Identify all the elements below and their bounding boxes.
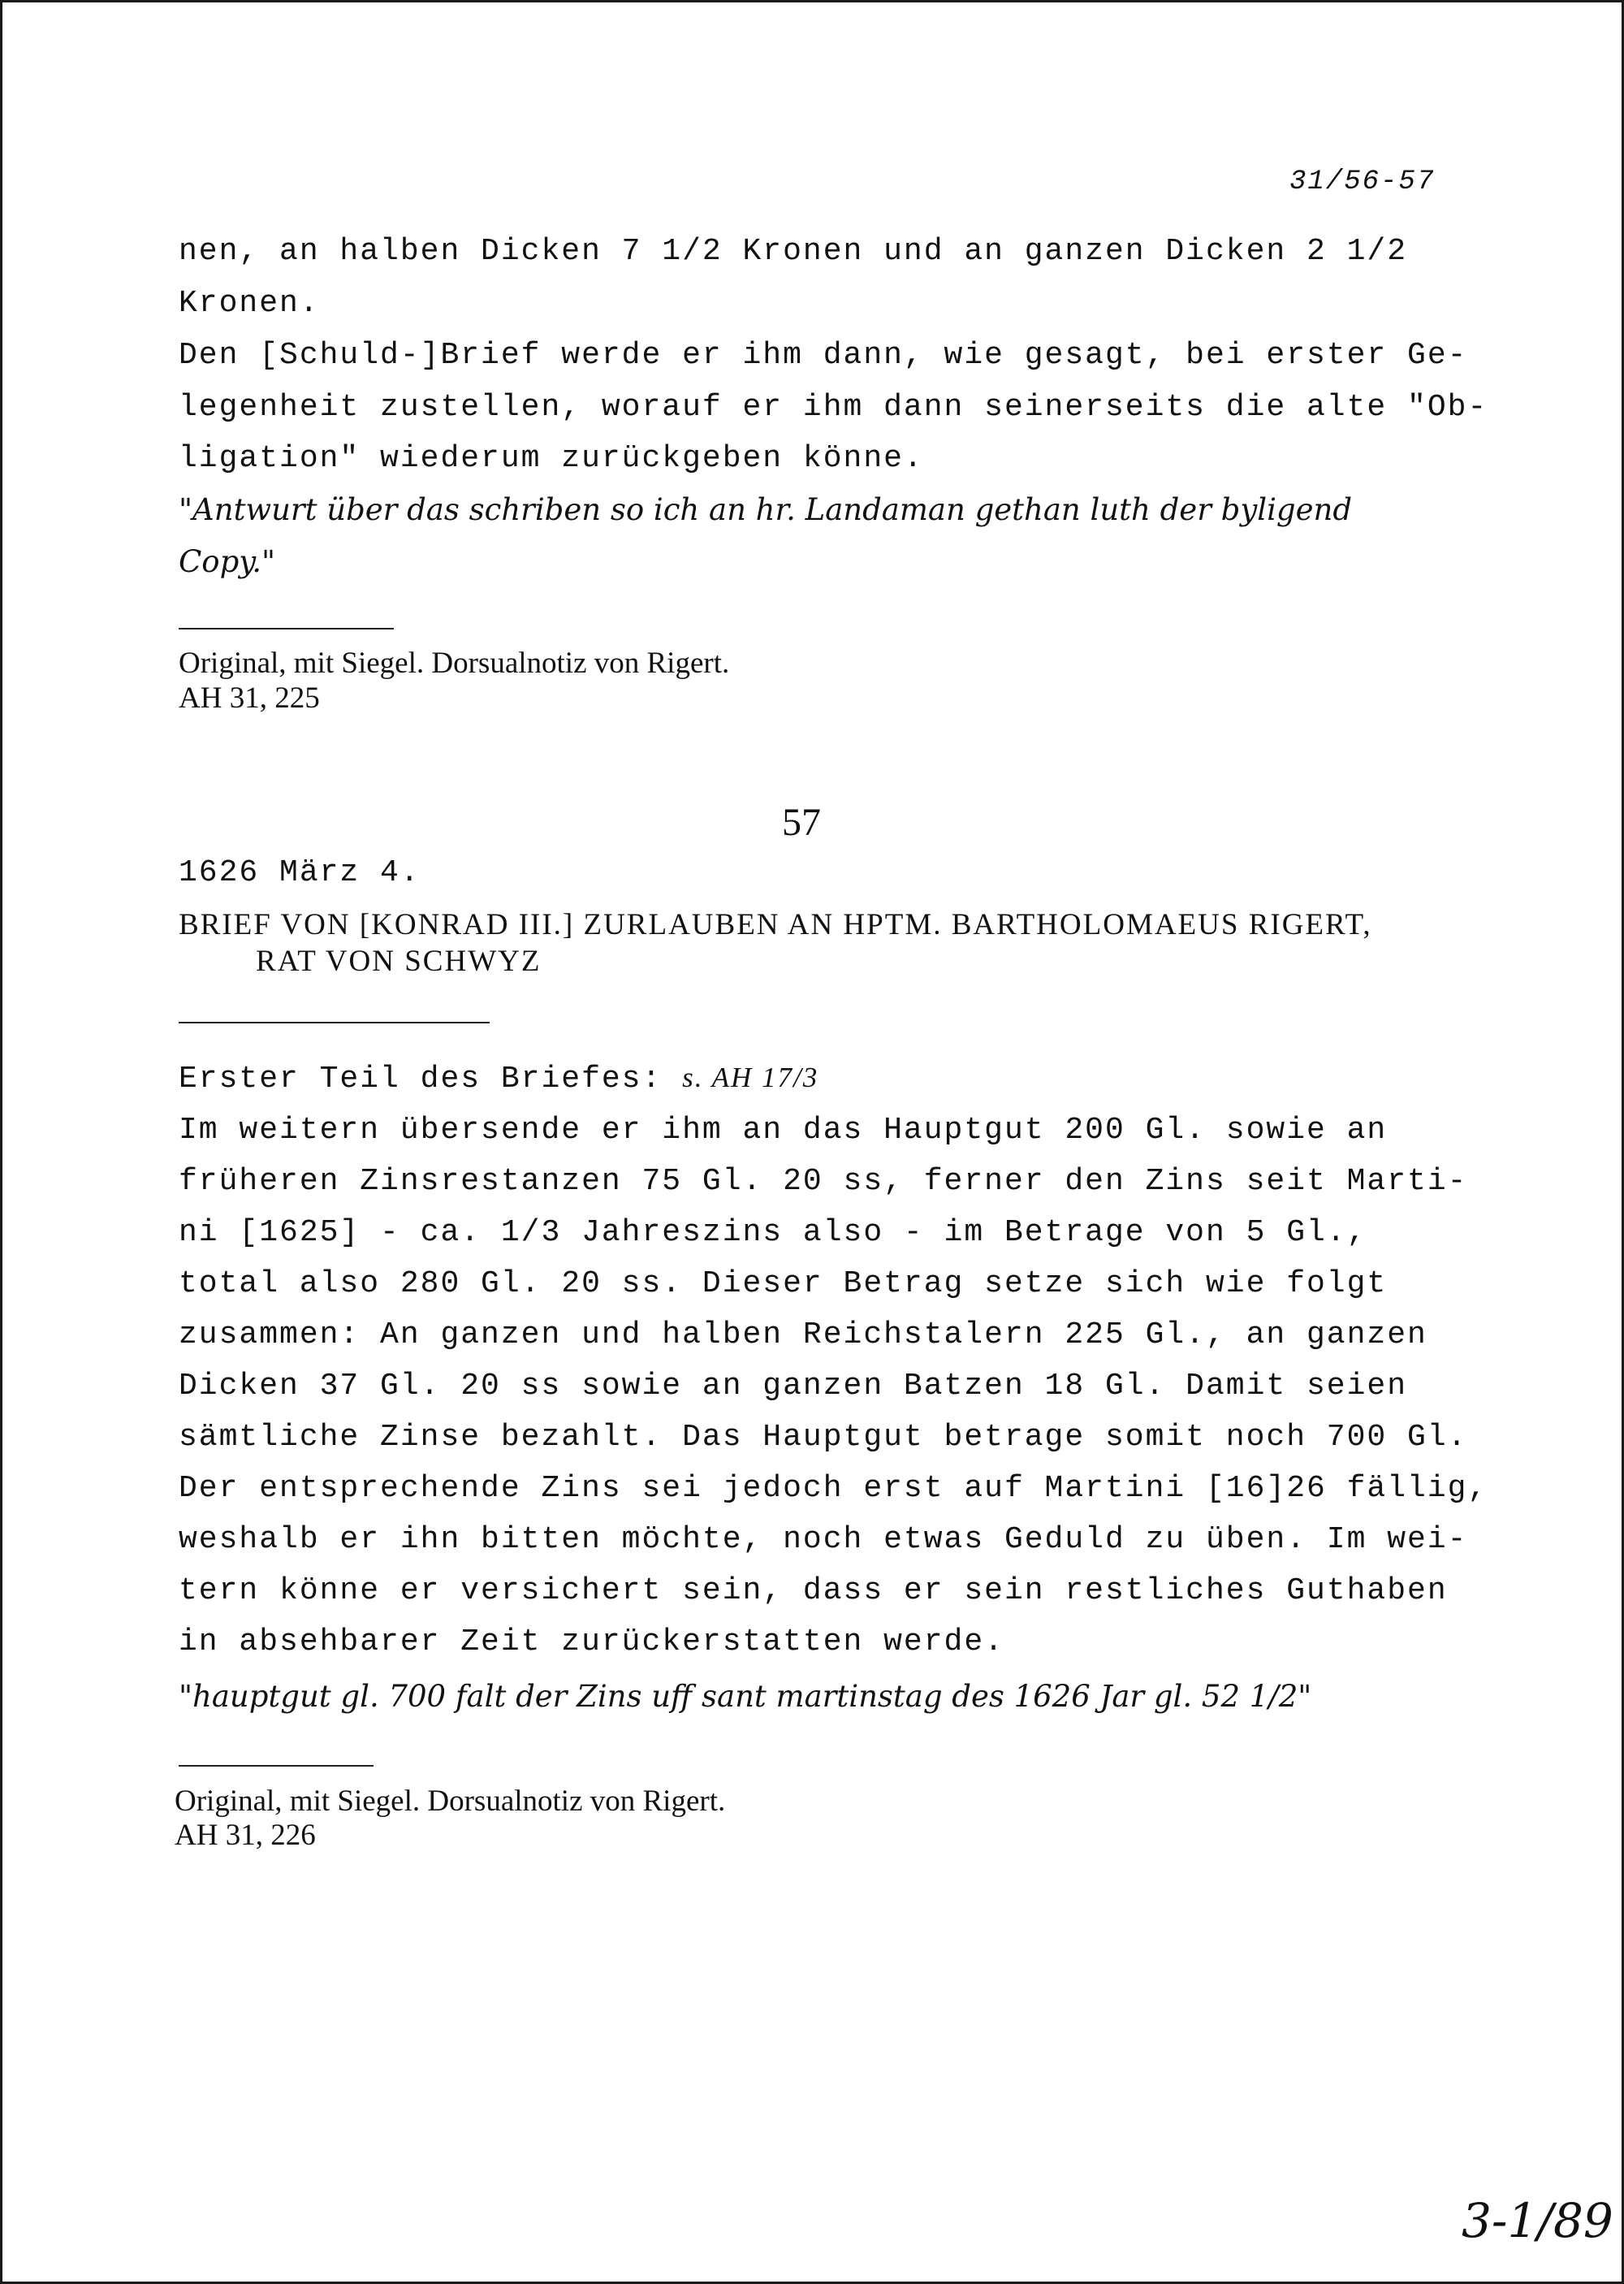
entry56-source-note: Original, mit Siegel. Dorsualnotiz von Rigert. — [179, 647, 730, 680]
entry56-line-5: ligation" wiederum zurückgeben könne. — [179, 441, 924, 476]
entry56-line-2: Kronen. — [179, 286, 320, 321]
entry57-line-9: weshalb er ihn bitten möchte, noch etwas Geduld zu üben. Im wei- — [179, 1522, 1468, 1557]
entry56-line-4: legenheit zustellen, worauf er ihm dann seinerseits die alte "Ob- — [179, 390, 1488, 425]
entry57-line-5: zusammen: An ganzen und halben Reichstalern 225 Gl., an ganzen — [179, 1317, 1427, 1352]
entry56-line-3: Den [Schuld-]Brief werde er ihm dann, wie gesagt, bei erster Ge- — [179, 338, 1468, 373]
entry56-archive-ref: AH 31, 225 — [179, 681, 320, 715]
entry57-source-note: Original, mit Siegel. Dorsualnotiz von Rigert. — [175, 1784, 726, 1818]
entry56-line-1: nen, an halben Dicken 7 1/2 Kronen und an ganzen Dicken 2 1/2 — [179, 234, 1408, 269]
entry57-line-2: früheren Zinsrestanzen 75 Gl. 20 ss, ferner den Zins seit Marti- — [179, 1164, 1468, 1199]
footnote-divider-2 — [179, 1765, 374, 1767]
entry56-quote-line-1: "Antwurt über das schriben so ich an hr. Landaman gethan luth der byligend — [179, 492, 1353, 527]
handwritten-archive-mark: 3-1/89 — [1462, 2193, 1613, 2248]
entry57-first-part — [179, 1062, 818, 1097]
entry57-line-8: Der entsprechende Zins sei jedoch erst auf Martini [16]26 fällig, — [179, 1471, 1488, 1506]
entry57-title-line-1: BRIEF VON [KONRAD III.] ZURLAUBEN AN HPTM. BARTHOLOMAEUS RIGERT, — [179, 908, 1372, 941]
entry57-line-3: ni [1625] - ca. 1/3 Jahreszins also - im Betrage von 5 Gl., — [179, 1215, 1367, 1250]
entry57-line-6: Dicken 37 Gl. 20 ss sowie an ganzen Batzen 18 Gl. Damit seien — [179, 1369, 1408, 1404]
entry57-number: 57 — [782, 801, 821, 844]
section-divider — [179, 1022, 490, 1023]
page-reference: 31/56-57 — [1289, 167, 1436, 197]
entry57-line-7: sämtliche Zinse bezahlt. Das Hauptgut betrage somit noch 700 Gl. — [179, 1420, 1468, 1455]
first-part-label: Erster Teil des Briefes: — [179, 1062, 683, 1097]
entry57-date: 1626 März 4. — [179, 855, 421, 890]
entry56-quote-line-2: Copy." — [179, 544, 276, 579]
entry57-quote-line: "hauptgut gl. 700 falt der Zins uff sant martinstag des 1626 Jar gl. 52 1/2" — [179, 1679, 1312, 1714]
entry57-archive-ref: AH 31, 226 — [175, 1819, 316, 1852]
entry57-line-1: Im weitern übersende er ihm an das Hauptgut 200 Gl. sowie an — [179, 1113, 1388, 1148]
first-part-ref: s. AH 17/3 — [682, 1062, 819, 1093]
page-border-left — [0, 0, 2, 2284]
entry57-line-4: total also 280 Gl. 20 ss. Dieser Betrag setze sich wie folgt — [179, 1266, 1388, 1301]
entry57-line-11: in absehbarer Zeit zurückerstatten werde. — [179, 1624, 1004, 1659]
entry57-line-10: tern könne er versichert sein, dass er sein restliches Guthaben — [179, 1573, 1448, 1608]
footnote-divider-1 — [179, 628, 394, 629]
entry57-title-line-2: RAT VON SCHWYZ — [256, 945, 542, 978]
page-border-top — [0, 0, 1624, 2]
